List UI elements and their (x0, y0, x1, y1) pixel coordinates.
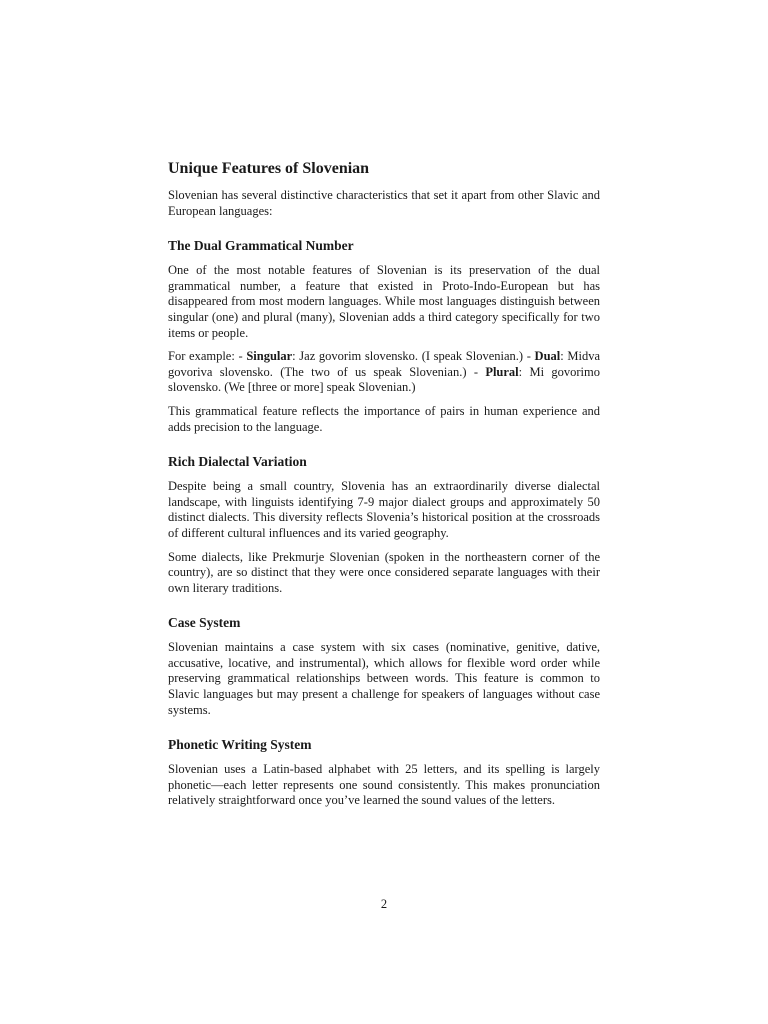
example-lead: For example: - (168, 349, 247, 364)
document-page (168, 158, 600, 817)
plural-text: : Mi govorimo slovensko. (We [three or more] speak Slovenian.) (168, 364, 601, 395)
plural-label: Plural (485, 364, 519, 379)
heading-phonetic-writing: Phonetic Writing System (168, 737, 312, 753)
dual-label: Dual (534, 349, 561, 364)
dual-paragraph-1: One of the most notable features of Slovenian is its preservation of the dual grammatical number, a feature that existed in Proto-Indo-European but has disappeared from most modern languages. While most languages distinguish between singular (one) and plural (many), Slovenian adds a third category specifically for two items or people. (168, 263, 600, 340)
page-number: 2 (380, 897, 388, 911)
dual-example-paragraph (168, 349, 600, 396)
intro-paragraph: Slovenian has several distinctive characteristics that set it apart from other Slavic and European languages: (168, 188, 600, 218)
heading-dual-number: The Dual Grammatical Number (168, 238, 354, 254)
singular-text: : Jaz govorim slovensko. (I speak Slovenian.) - (292, 349, 535, 364)
case-paragraph-1: Slovenian maintains a case system with six cases (nominative, genitive, dative, accusative, locative, and instrumental), which allows for flexible word order while preserving grammatical relationships between words. This feature is common to Slavic languages but may present a challenge for speakers of languages without case systems. (168, 640, 600, 717)
singular-label: Singular (246, 349, 293, 364)
dialects-paragraph-2: Some dialects, like Prekmurje Slovenian (spoken in the northeastern corner of the country), are so distinct that they were once considered separate languages with their own literary traditions. (168, 549, 600, 595)
dual-text: : Midva govoriva slovensko. (The two of us speak Slovenian.) - (168, 349, 601, 379)
dual-paragraph-3: This grammatical feature reflects the importance of pairs in human experience and adds precision to the language. (168, 403, 600, 434)
page-title: Unique Features of Slovenian (168, 160, 370, 177)
heading-dialectal-variation: Rich Dialectal Variation (168, 454, 307, 470)
dialects-paragraph-1: Despite being a small country, Slovenia has an extraordinarily diverse dialectal landscape, with linguists identifying 7-9 major dialect groups and approximately 50 distinct dialects. This diversity reflects Slovenia’s historical position at the crossroads of different cultural influences and its varied geography. (168, 479, 600, 540)
phonetic-paragraph-1: Slovenian uses a Latin-based alphabet with 25 letters, and its spelling is largely phonetic—each letter represents one sound consistently. This makes pronunciation relatively straightforward once you’ve learned the sound values of the letters. (168, 762, 600, 808)
heading-case-system: Case System (168, 615, 241, 631)
